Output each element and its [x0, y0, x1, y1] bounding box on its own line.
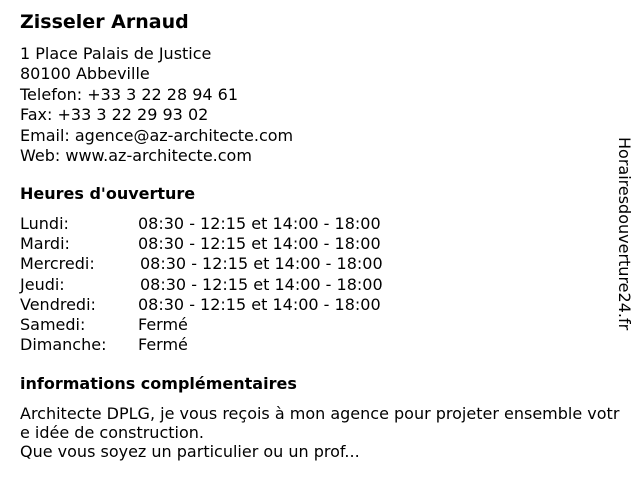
hours-row-sunday	[20, 335, 440, 355]
hours-day: Vendredi:	[20, 294, 96, 314]
description-truncated: Que vous soyez un particulier ou un prof...	[20, 442, 360, 461]
hours-time: 08:30 - 12:15 et 14:00 - 18:00	[138, 294, 381, 314]
hours-day: Lundi:	[20, 214, 69, 233]
opening-hours-heading: Heures d'ouverture	[20, 184, 196, 203]
fax-number: Fax: +33 3 22 29 93 02	[20, 105, 209, 125]
hours-row-wednesday	[20, 254, 440, 274]
hours-day: Mercredi:	[20, 254, 95, 274]
hours-row-saturday	[20, 315, 440, 335]
address-street: 1 Place Palais de Justice	[20, 44, 212, 63]
hours-time: 08:30 - 12:15 et 14:00 - 18:00	[138, 214, 381, 233]
hours-row-tuesday	[20, 234, 440, 254]
hours-day: Dimanche:	[20, 335, 107, 355]
hours-time: 08:30 - 12:15 et 14:00 - 18:00	[138, 234, 381, 254]
email-address: Email: agence@az-architecte.com	[20, 125, 294, 145]
hours-day: Jeudi:	[20, 274, 65, 294]
opening-hours-table	[20, 214, 440, 355]
site-watermark: Horairesdouverture24.fr	[615, 137, 634, 331]
hours-day: Samedi:	[20, 314, 86, 334]
business-name: Zisseler Arnaud	[20, 11, 189, 33]
hours-time: 08:30 - 12:15 et 14:00 - 18:00	[140, 274, 383, 294]
hours-row-friday	[20, 295, 440, 315]
address-city: 80100 Abbeville	[20, 64, 150, 84]
additional-info-heading: informations complémentaires	[20, 374, 297, 393]
hours-row-monday	[20, 214, 440, 234]
hours-time: 08:30 - 12:15 et 14:00 - 18:00	[140, 254, 383, 274]
hours-time: Fermé	[138, 314, 188, 334]
additional-info-text	[20, 404, 620, 461]
hours-day: Mardi:	[20, 234, 70, 254]
description-paragraph: Architecte DPLG, je vous reçois à mon agence pour projeter ensemble votre idée de construction.	[20, 404, 620, 442]
phone-number: Telefon: +33 3 22 28 94 61	[20, 84, 239, 104]
contact-block	[20, 44, 293, 166]
hours-time: Fermé	[138, 335, 188, 355]
website-address: Web: www.az-architecte.com	[20, 145, 252, 165]
hours-row-thursday	[20, 275, 440, 295]
